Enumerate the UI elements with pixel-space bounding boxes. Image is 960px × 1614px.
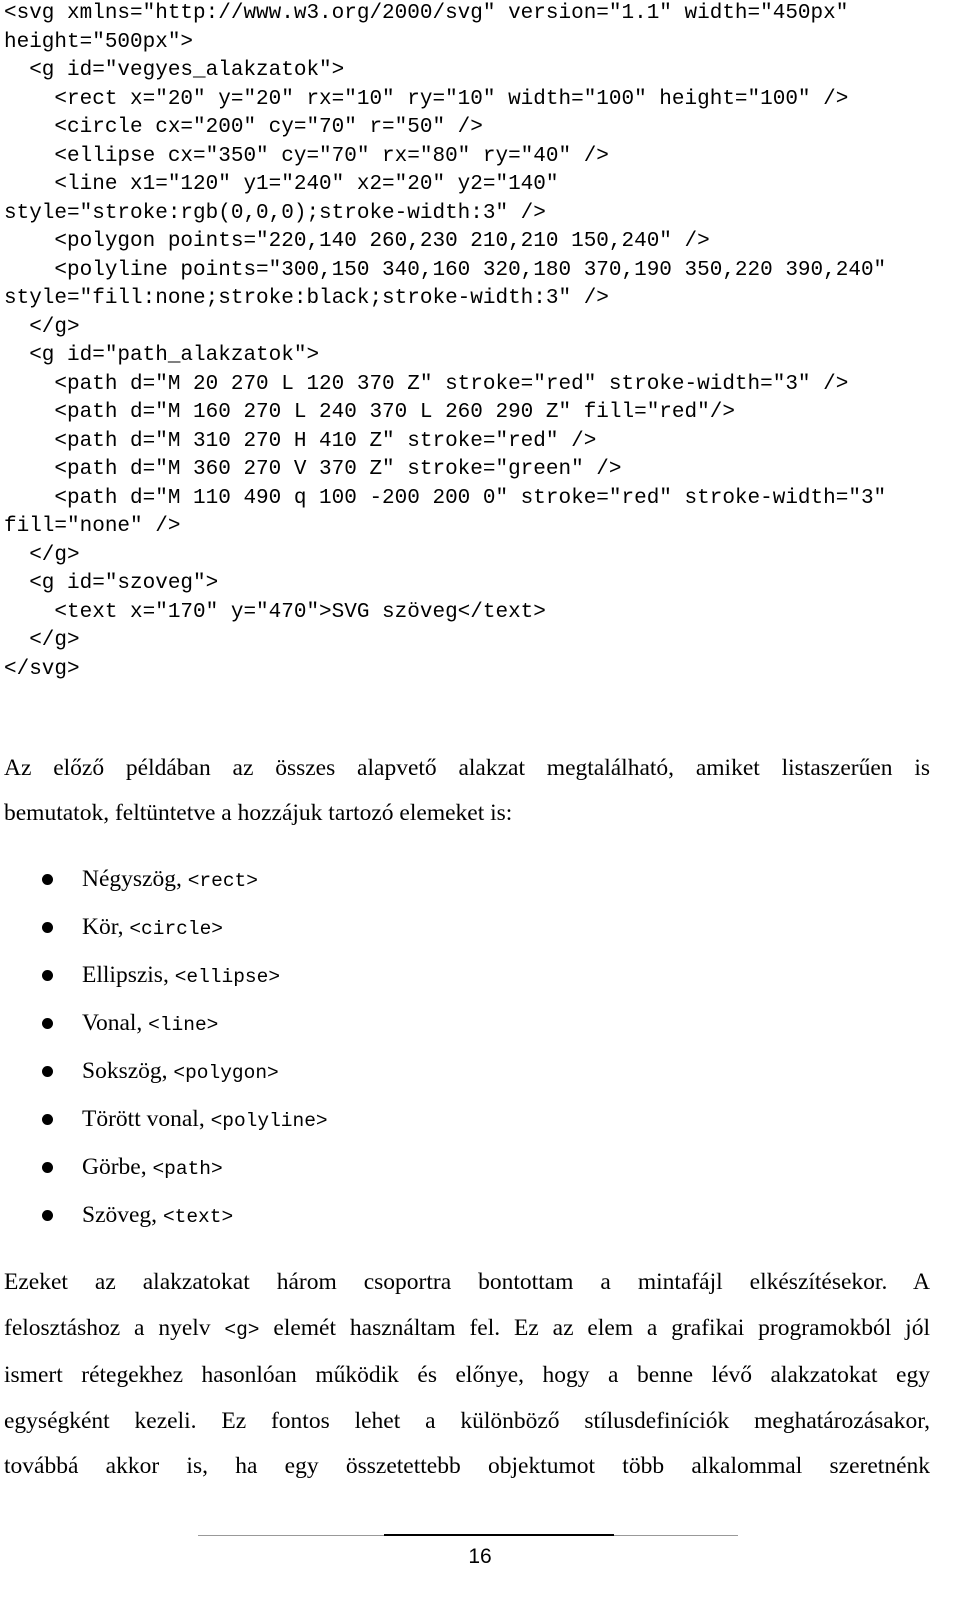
bullet-icon [42, 922, 53, 933]
code-line: height="500px"> [4, 30, 194, 54]
code-line: </svg> [4, 657, 80, 681]
intro-paragraph [4, 746, 930, 836]
list-item-label: Kör, [82, 914, 130, 940]
code-line: <path d="M 110 490 q 100 -200 200 0" stroke="red" stroke-width="3" [4, 486, 887, 510]
list-item-tag: <circle> [129, 918, 223, 940]
list-item-label: Görbe, [82, 1154, 153, 1180]
bullet-icon [42, 1114, 53, 1125]
bullet-icon [42, 874, 53, 885]
list-item-label: Sokszög, [82, 1058, 174, 1084]
list-item-label: Négyszög, [82, 866, 188, 892]
list-item-label: Vonal, [82, 1010, 149, 1036]
code-line: <path d="M 160 270 L 240 370 L 260 290 Z" fill="red"/> [4, 401, 735, 424]
code-line: <svg xmlns="http://www.w3.org/2000/svg" version="1.1" width="450px" [4, 2, 849, 25]
body-line-text: elemét használtam fel. Ez az elem a grafikai programokból jól [259, 1314, 930, 1341]
footer-divider-accent [384, 1534, 614, 1536]
list-item-tag: <line> [148, 1014, 219, 1036]
list-item-tag: <polygon> [173, 1062, 279, 1084]
bullet-icon [42, 1066, 53, 1077]
code-line: style="fill:none;stroke:black;stroke-width:3" /> [4, 287, 609, 310]
code-line: <polygon points="220,140 260,230 210,210 150,240" /> [4, 230, 710, 253]
code-line: <g id="path_alakzatok"> [4, 344, 320, 367]
code-line: <path d="M 310 270 H 410 Z" stroke="red" /> [4, 429, 597, 453]
list-item-tag: <text> [162, 1206, 234, 1228]
code-line: <circle cx="200" cy="70" r="50" /> [4, 116, 483, 139]
body-paragraph [4, 1260, 930, 1490]
bullet-icon [42, 1162, 53, 1173]
code-line: <g id="vegyes_alakzatok"> [4, 59, 345, 82]
list-item-label: Ellipszis, [82, 962, 175, 988]
code-line: style="stroke:rgb(0,0,0);stroke-width:3" /> [4, 201, 546, 225]
body-line [4, 1306, 930, 1354]
body-line: Ezeket az alakzatokat három csoportra bontottam a mintafájl elkészítésekor. A [4, 1269, 930, 1295]
bullet-icon [42, 1210, 53, 1221]
bullet-icon [42, 1018, 53, 1029]
code-line: fill="none" /> [4, 515, 181, 538]
list-item-label: Törött vonal, [82, 1106, 211, 1132]
list-item-tag: <ellipse> [174, 966, 281, 988]
body-line: továbbá akkor is, ha egy összetettebb objektumot több alkalommal szeretnénk [4, 1453, 930, 1479]
code-line: <line x1="120" y1="240" x2="20" y2="140" [4, 173, 559, 196]
code-line: </g> [4, 315, 80, 339]
body-line: egységként kezeli. Ez fontos lehet a különböző stílusdefiníciók meghatározásakor, [4, 1407, 930, 1434]
code-line: <rect x="20" y="20" rx="10" ry="10" width="100" height="100" /> [4, 87, 849, 111]
code-line: <g id="szoveg"> [4, 572, 219, 595]
list-item-label: Szöveg, [82, 1202, 163, 1228]
code-line: <ellipse cx="350" cy="70" rx="80" ry="40" /> [4, 144, 609, 168]
code-line: <path d="M 360 270 V 370 Z" stroke="green" /> [4, 458, 622, 481]
page-number: 16 [468, 1545, 492, 1568]
inline-code-tag: <g> [224, 1318, 260, 1341]
code-line: </g> [4, 629, 80, 652]
code-line: <polyline points="300,150 340,160 320,180 370,190 350,220 390,240" [4, 258, 887, 282]
body-line-text: felosztáshoz a nyelv [4, 1314, 225, 1341]
intro-line: bemutatok, feltüntetve a hozzájuk tartozó elemeket is: [4, 800, 513, 826]
bullet-icon [42, 970, 53, 981]
code-line: <text x="170" y="470">SVG szöveg</text> [4, 600, 546, 624]
body-line: ismert rétegekhez hasonlóan működik és előnye, hogy a benne lévő alakzatokat egy [4, 1362, 930, 1388]
list-item-tag: <rect> [187, 870, 258, 892]
code-line: </g> [4, 543, 80, 567]
svg-code-listing [4, 0, 886, 684]
list-item-tag: <path> [152, 1158, 223, 1180]
code-line: <path d="M 20 270 L 120 370 Z" stroke="red" stroke-width="3" /> [4, 372, 849, 396]
intro-line: Az előző példában az összes alapvető alakzat megtalálható, amiket listaszerűen is [4, 755, 930, 781]
list-item-tag: <polyline> [210, 1110, 328, 1132]
